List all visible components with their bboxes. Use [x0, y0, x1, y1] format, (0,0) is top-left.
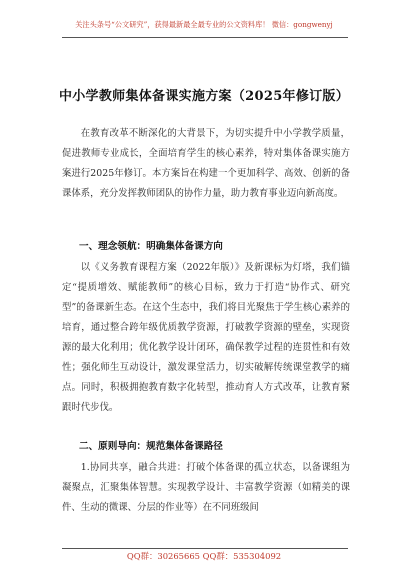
- document-title: 中小学教师集体备课实施方案（2025年修订版）: [58, 89, 350, 104]
- section-1-paragraph: 以《义务教育课程方案（2022年版）》及新课标为灯塔，我们锚定“提质增效、赋能教师”的核心目标，致力于打造“协作式、研究型”的备课新生态。在这个生态中，我们将目光聚焦于学生核心素养的培育，通过整合跨年级优质教学资源，打破教学资源的壁垒，实现资源的最大化利用；优化教学设计闭环，确保教学过程的连贯性和有效性；强化师生互动设计，激发课堂活力，切实破解传统课堂教学的痛点。同时，积极拥抱教育数字化转型，推动育人方式改革，让教育紧跟时代步伐。: [62, 262, 350, 413]
- section-heading-2: 二、原则导向：规范集体备课路径: [79, 441, 223, 452]
- header-divider: [62, 37, 348, 38]
- section-heading-1: 一、理念领航：明确集体备课方向: [79, 241, 223, 252]
- footer-divider: [62, 548, 348, 549]
- page-header-note: 关注头条号“公文研究”，获得最新最全最专业的公文资料库！ 微信：gongwenyj: [75, 20, 333, 29]
- page-footer-note: QQ群：30265665 QQ群：535304092: [126, 551, 282, 561]
- intro-paragraph: 在教育改革不断深化的大背景下，为切实提升中小学教学质量，促进教师专业成长，全面培育学生的核心素养，特对集体备课实施方案进行2025年修订。本方案旨在构建一个更加科学、高效、创新的备课体系，充分发挥教师团队的协作力量，助力教育事业迈向新高度。: [62, 128, 350, 199]
- section-2-paragraph: 1.协同共享，融合共进：打破个体备课的孤立状态，以备课组为凝聚点，汇聚集体智慧。实现教学设计、丰富教学资源（如精美的课件、生动的微课、分层的作业等）在不同班级间: [62, 462, 350, 513]
